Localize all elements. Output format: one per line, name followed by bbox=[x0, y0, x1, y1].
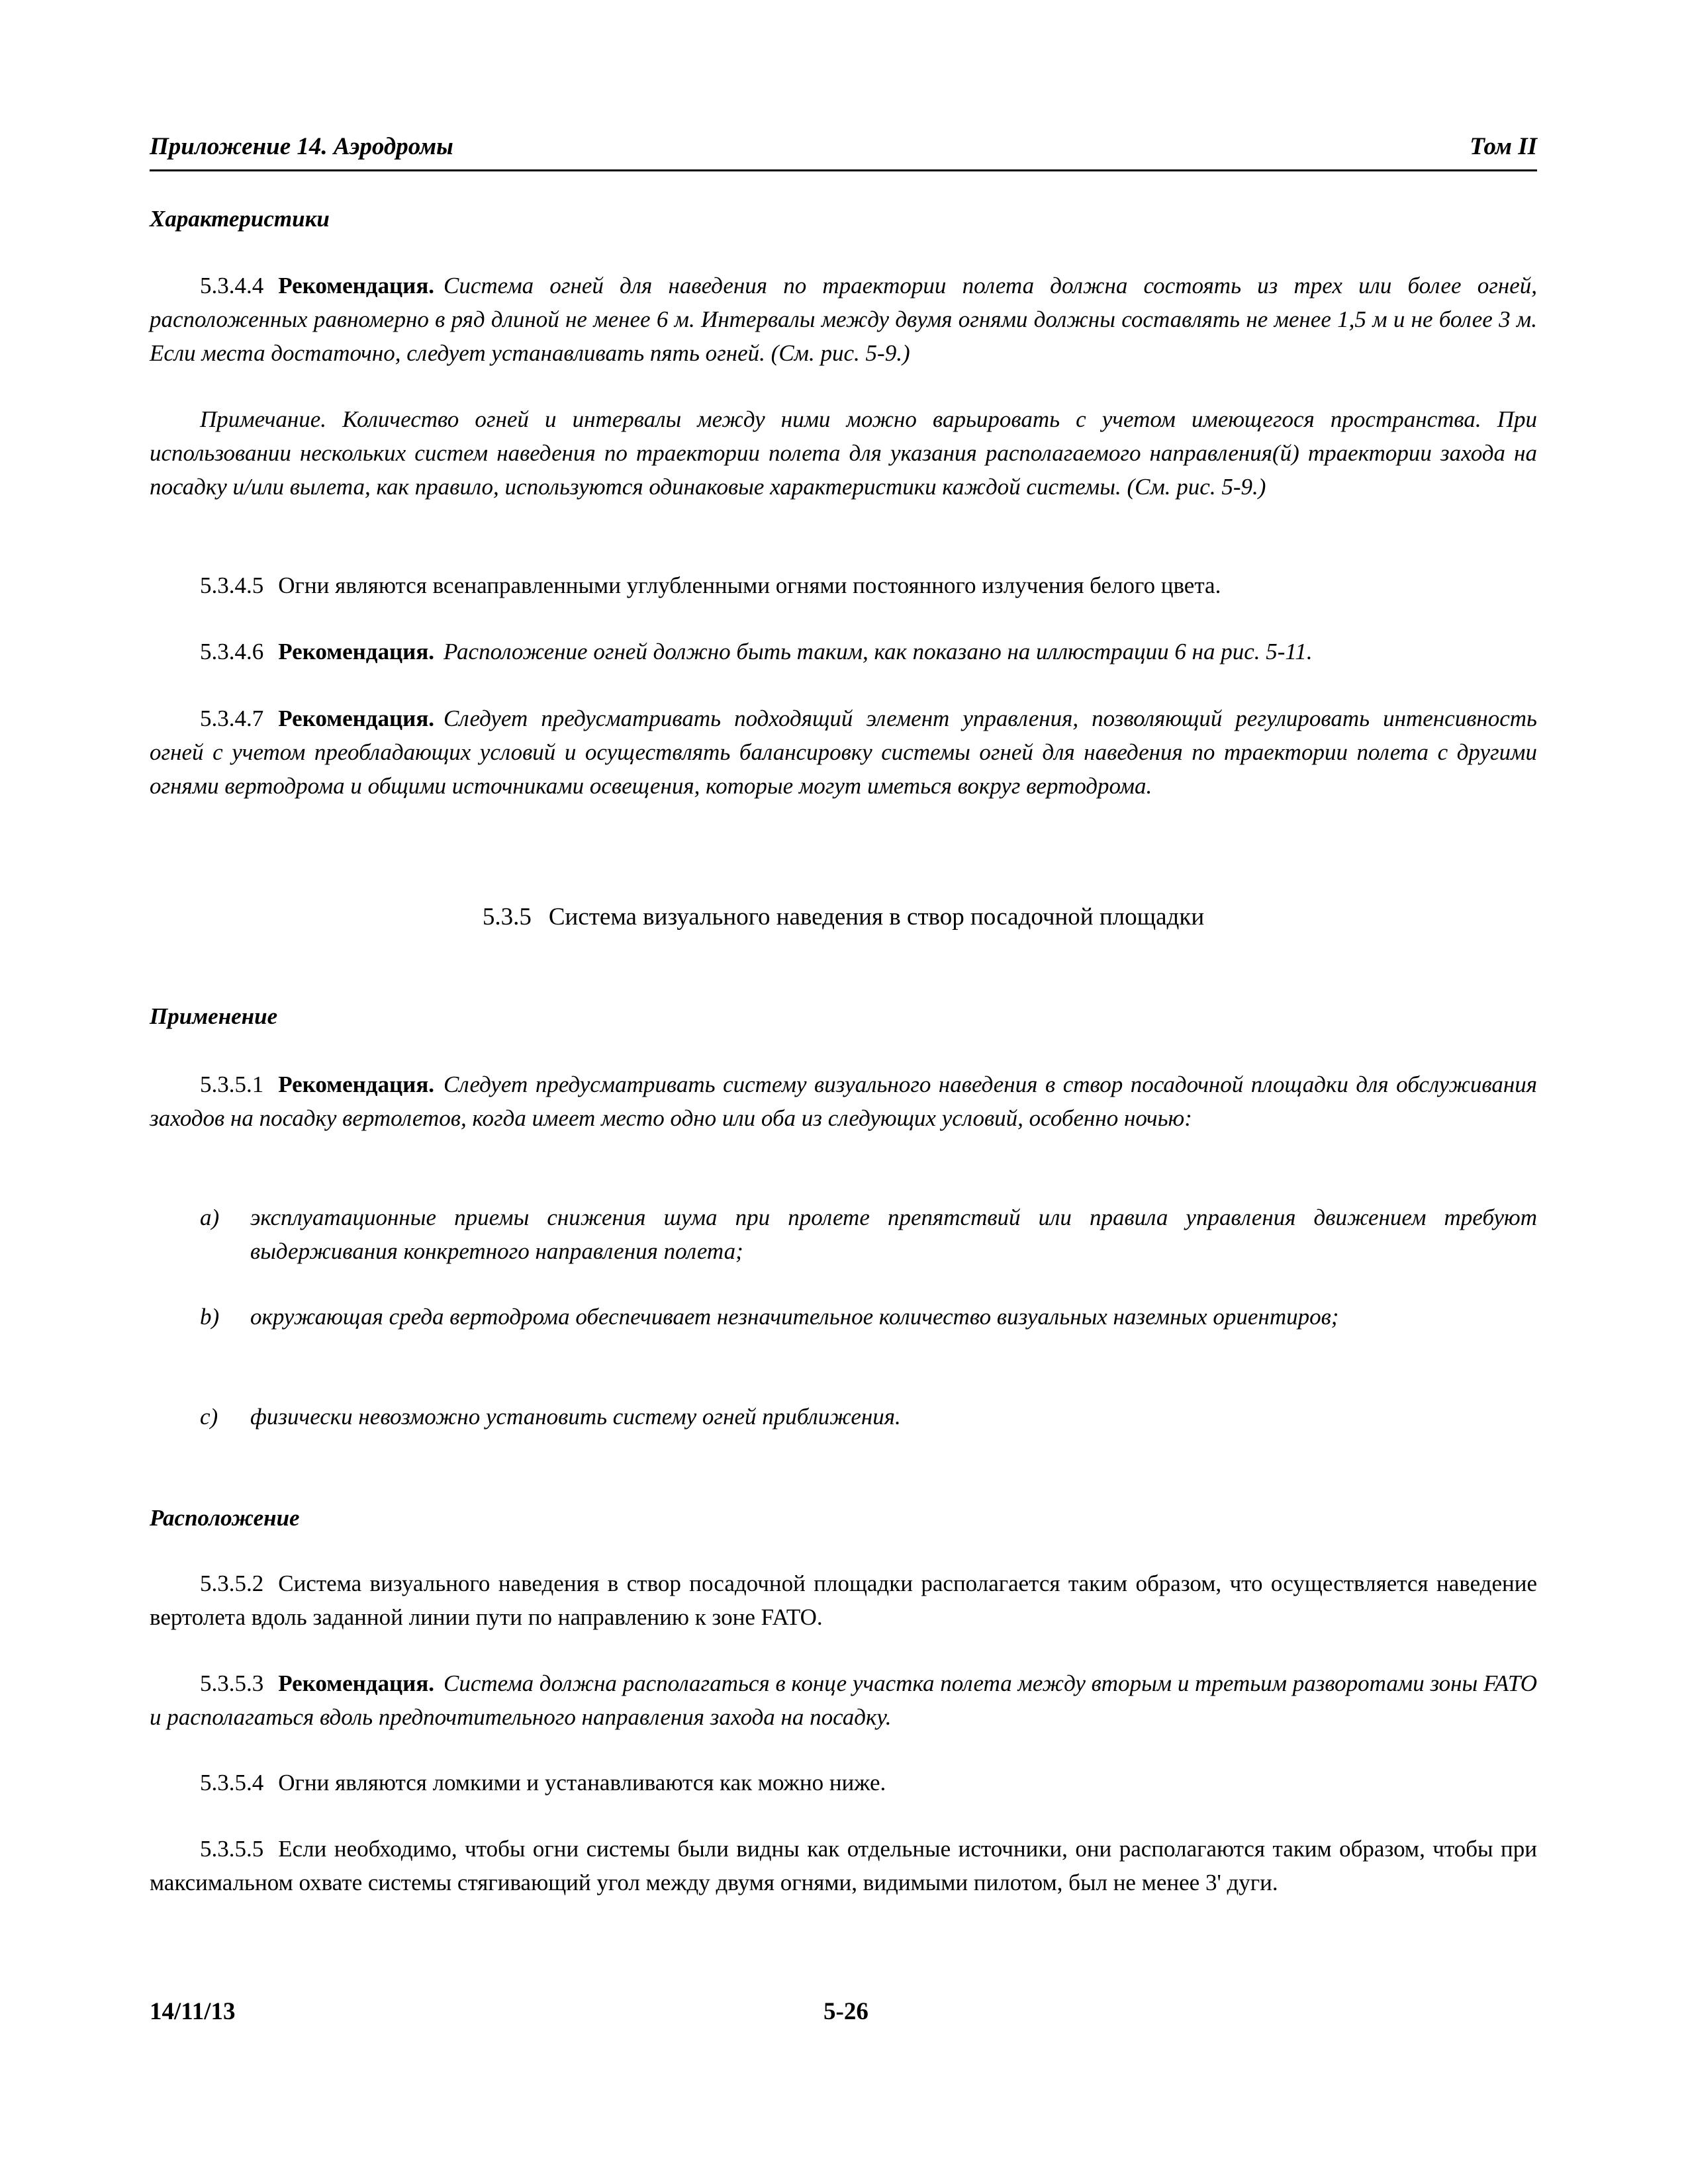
footer-page-number: 5-26 bbox=[823, 1998, 868, 2025]
paragraph-number: 5.3.4.5 bbox=[200, 572, 264, 598]
heading-application: Применение bbox=[150, 1003, 278, 1029]
paragraph-5-3-5-4 bbox=[150, 1766, 1537, 1799]
header-volume: Том II bbox=[1470, 133, 1537, 160]
list-item bbox=[200, 1201, 1537, 1268]
paragraph-text: Система огней для наведения по траектории полета должна состоять из трех или более огней, расположенных равномерно в ряд длиной не менее 6 м. Интервалы между двумя огнями должны составлять не менее 1,5 м и не более 3 м. Если места достаточно, следует устанавливать пять огней. (См. рис. 5-9.) bbox=[150, 273, 1537, 366]
paragraph-number: 5.3.4.4 bbox=[200, 273, 264, 298]
note-paragraph: Примечание. Количество огней и интервалы между ними можно варьировать с учетом имеющегося пространства. При использовании нескольких систем наведения по траектории полета для указания располагаемого направления(й) траектории захода на посадку и/или вылета, как правило, используются одинаковые характеристики каждой системы. (См. рис. 5-9.) bbox=[150, 406, 1537, 500]
heading-location: Расположение bbox=[150, 1505, 300, 1531]
paragraph-number: 5.3.4.6 bbox=[200, 639, 264, 664]
list-marker: c) bbox=[200, 1404, 218, 1430]
paragraph-5-3-4-5 bbox=[150, 569, 1537, 602]
list-item-text: эксплуатационные приемы снижения шума при пролете препятствий или правила управления движением требуют выдерживания конкретного направления полета; bbox=[250, 1205, 1537, 1264]
recommendation-label: Рекомендация. bbox=[278, 273, 435, 298]
paragraph-5-3-4-6 bbox=[150, 635, 1537, 668]
recommendation-label: Рекомендация. bbox=[278, 1670, 435, 1696]
paragraph-5-3-4-4 bbox=[150, 269, 1537, 370]
paragraph-5-3-5-3 bbox=[150, 1666, 1537, 1734]
paragraph-text: Система визуального наведения в створ посадочной площадки располагается таким образом, что осуществляется наведение вертолета вдоль заданной линии пути по направлению к зоне FATO. bbox=[150, 1570, 1537, 1630]
footer-date: 14/11/13 bbox=[150, 1998, 236, 2025]
paragraph-number: 5.3.5.4 bbox=[200, 1770, 264, 1796]
recommendation-label: Рекомендация. bbox=[278, 639, 435, 664]
list-marker: a) bbox=[200, 1205, 220, 1230]
recommendation-label: Рекомендация. bbox=[278, 705, 435, 731]
list-item bbox=[200, 1300, 1537, 1334]
paragraph-text: Огни являются всенаправленными углубленными огнями постоянного излучения белого цвета. bbox=[278, 572, 1221, 598]
page-header bbox=[150, 130, 1537, 171]
paragraph-5-3-5-1 bbox=[150, 1068, 1537, 1135]
recommendation-label: Рекомендация. bbox=[278, 1071, 435, 1097]
list-item-text: окружающая среда вертодрома обеспечивает незначительное количество визуальных наземных ориентиров; bbox=[250, 1304, 1339, 1330]
header-title: Приложение 14. Аэродромы bbox=[150, 133, 453, 160]
paragraph-number: 5.3.5.5 bbox=[200, 1836, 264, 1862]
paragraph-number: 5.3.5.3 bbox=[200, 1670, 264, 1696]
paragraph-5-3-4-7 bbox=[150, 702, 1537, 803]
paragraph-number: 5.3.5.1 bbox=[200, 1071, 264, 1097]
section-title-text: Система визуального наведения в створ посадочной площадки bbox=[548, 903, 1205, 931]
paragraph-text: Расположение огней должно быть таким, как показано на иллюстрации 6 на рис. 5-11. bbox=[444, 639, 1313, 664]
paragraph-text: Следует предусматривать подходящий элемент управления, позволяющий регулировать интенсивность огней с учетом преобладающих условий и осуществлять балансировку системы огней для наведения по траектории полета с другими огнями вертодрома и общими источниками освещения, которые могут иметься вокруг вертодрома. bbox=[150, 705, 1537, 799]
list-item-text: физически невозможно установить систему огней приближения. bbox=[250, 1404, 901, 1430]
heading-characteristics: Характеристики bbox=[150, 206, 330, 232]
list-item bbox=[200, 1400, 1537, 1433]
section-number: 5.3.5 bbox=[482, 903, 532, 931]
paragraph-text: Если необходимо, чтобы огни системы были видны как отдельные источники, они располагаются таким образом, чтобы при максимальном охвате системы стягивающий угол между двумя огнями, видимыми пилотом, был не менее 3' дуги. bbox=[150, 1836, 1537, 1895]
paragraph-text: Следует предусматривать систему визуального наведения в створ посадочной площадки для обслуживания заходов на посадку вертолетов, когда имеет место одно или оба из следующих условий, особенно ночью: bbox=[150, 1071, 1537, 1131]
paragraph-5-3-5-5 bbox=[150, 1832, 1537, 1899]
paragraph-number: 5.3.4.7 bbox=[200, 705, 264, 731]
paragraph-text: Система должна располагаться в конце участка полета между вторым и третьим разворотами зоны FATO и располагаться вдоль предпочтительного направления захода на посадку. bbox=[150, 1670, 1538, 1730]
section-title-5-3-5 bbox=[150, 900, 1537, 934]
paragraph-text: Огни являются ломкими и устанавливаются как можно ниже. bbox=[278, 1770, 886, 1796]
paragraph-number: 5.3.5.2 bbox=[200, 1570, 264, 1596]
list-marker: b) bbox=[200, 1304, 220, 1330]
paragraph-5-3-5-2 bbox=[150, 1567, 1537, 1634]
